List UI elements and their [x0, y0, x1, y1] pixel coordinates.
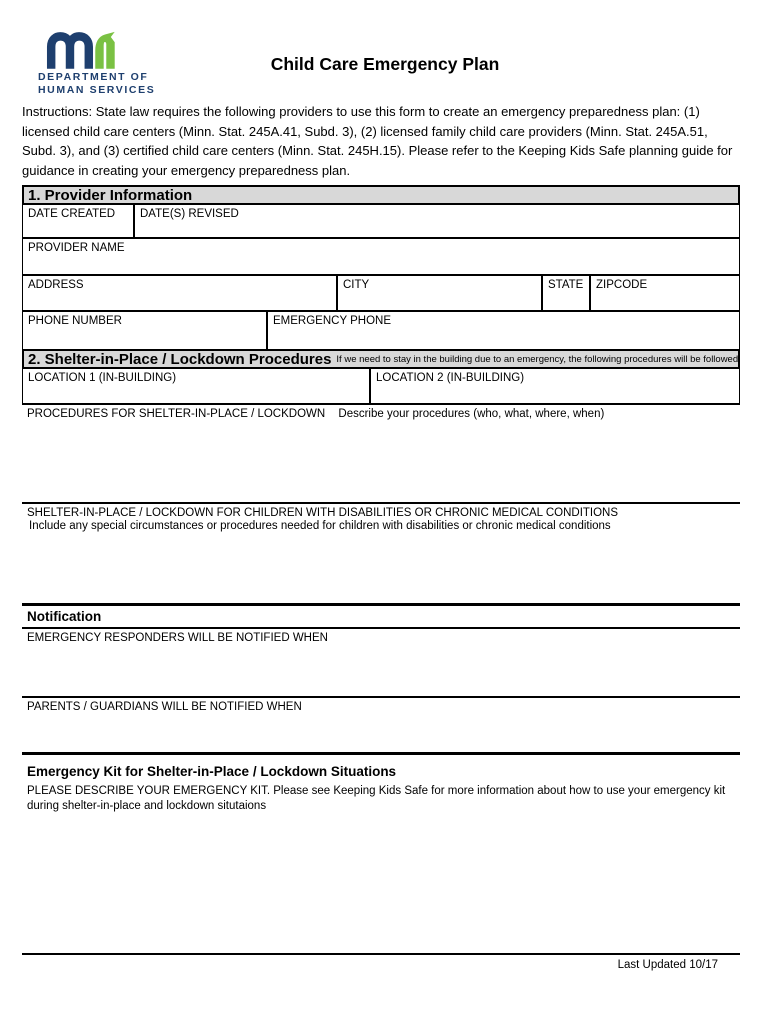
dates-revised-field[interactable] — [133, 205, 739, 237]
section-2-title: 2. Shelter-in-Place / Lockdown Procedures — [28, 350, 332, 368]
dates-revised-label: DATE(S) REVISED — [140, 208, 239, 220]
responders-label: EMERGENCY RESPONDERS WILL BE NOTIFIED WHEN — [27, 632, 328, 644]
section-1-title: 1. Provider Information — [28, 186, 193, 204]
kit-description: PLEASE DESCRIBE YOUR EMERGENCY KIT. Please see Keeping Kids Safe for more information about how to use your emergency kit during shelter-in-place and lockdown situtaions — [27, 785, 726, 812]
address-field[interactable] — [23, 276, 336, 310]
kit-title: Emergency Kit for Shelter-in-Place / Lockdown Situations — [27, 764, 397, 779]
section-2-subtitle: If we need to stay in the building due to an emergency, the following procedures will be followed — [336, 353, 739, 365]
row-phones — [22, 312, 740, 349]
procedures-hint: Describe your procedures (who, what, where, when) — [338, 408, 605, 420]
date-created-field[interactable] — [23, 205, 133, 237]
zipcode-field[interactable] — [589, 276, 739, 310]
location-1-label: LOCATION 1 (IN-BUILDING) — [28, 372, 177, 384]
emergency-phone-field[interactable] — [266, 312, 739, 349]
address-label: ADDRESS — [28, 279, 84, 291]
disabilities-label: SHELTER-IN-PLACE / LOCKDOWN FOR CHILDREN WITH DISABILITIES OR CHRONIC MEDICAL CONDITIONS — [27, 507, 619, 519]
location-2-label: LOCATION 2 (IN-BUILDING) — [376, 372, 525, 384]
city-field[interactable] — [336, 276, 541, 310]
parents-label: PARENTS / GUARDIANS WILL BE NOTIFIED WHEN — [27, 701, 302, 713]
page-title: Child Care Emergency Plan — [270, 54, 500, 74]
footer-rule — [22, 953, 740, 955]
kit-description-field[interactable] — [22, 782, 740, 814]
zipcode-label: ZIPCODE — [596, 279, 648, 291]
provider-name-label: PROVIDER NAME — [28, 242, 125, 254]
emergency-phone-label: EMERGENCY PHONE — [273, 315, 392, 327]
phone-number-field[interactable] — [23, 312, 266, 349]
parents-field[interactable] — [22, 698, 740, 752]
section-1-header — [22, 185, 740, 205]
row-provider-name — [22, 239, 740, 276]
row-dates — [22, 205, 740, 239]
procedures-field[interactable] — [22, 405, 740, 504]
date-created-label: DATE CREATED — [28, 208, 116, 220]
section-2-header — [22, 349, 740, 369]
disabilities-hint: Include any special circumstances or procedures needed for children with disabilities or chronic medical conditions — [29, 520, 611, 532]
provider-name-field[interactable] — [23, 239, 739, 274]
phone-number-label: PHONE NUMBER — [28, 315, 122, 327]
last-updated-text: Last Updated 10/17 — [617, 959, 718, 971]
responders-field[interactable] — [22, 629, 740, 696]
logo-department-line2: HUMAN SERVICES — [38, 84, 156, 96]
state-label: STATE — [548, 279, 584, 291]
notification-title: Notification — [27, 609, 102, 624]
state-field[interactable] — [541, 276, 589, 310]
row-address — [22, 276, 740, 312]
row-locations — [22, 369, 740, 405]
location-2-field[interactable] — [369, 369, 739, 403]
city-label: CITY — [343, 279, 370, 291]
form-body — [22, 185, 740, 814]
disabilities-field[interactable] — [22, 504, 740, 603]
location-1-field[interactable] — [23, 369, 369, 403]
logo-department-line1: DEPARTMENT OF — [38, 71, 149, 83]
instructions-text: Instructions: State law requires the following providers to use this form to create an emergency preparedness plan: (1) licensed child care centers (Minn. Stat. 245A.41, Subd. 3), (2) licensed family child care providers (Minn. Stat. 245A.51, Subd. 3), and (3) certified child care centers (Minn. Stat. 245H.15). Please refer to the Keeping Kids Safe planning guide for guidance in creating your emergency preparedness plan. — [22, 104, 733, 178]
procedures-label: PROCEDURES FOR SHELTER-IN-PLACE / LOCKDOWN — [27, 408, 326, 420]
